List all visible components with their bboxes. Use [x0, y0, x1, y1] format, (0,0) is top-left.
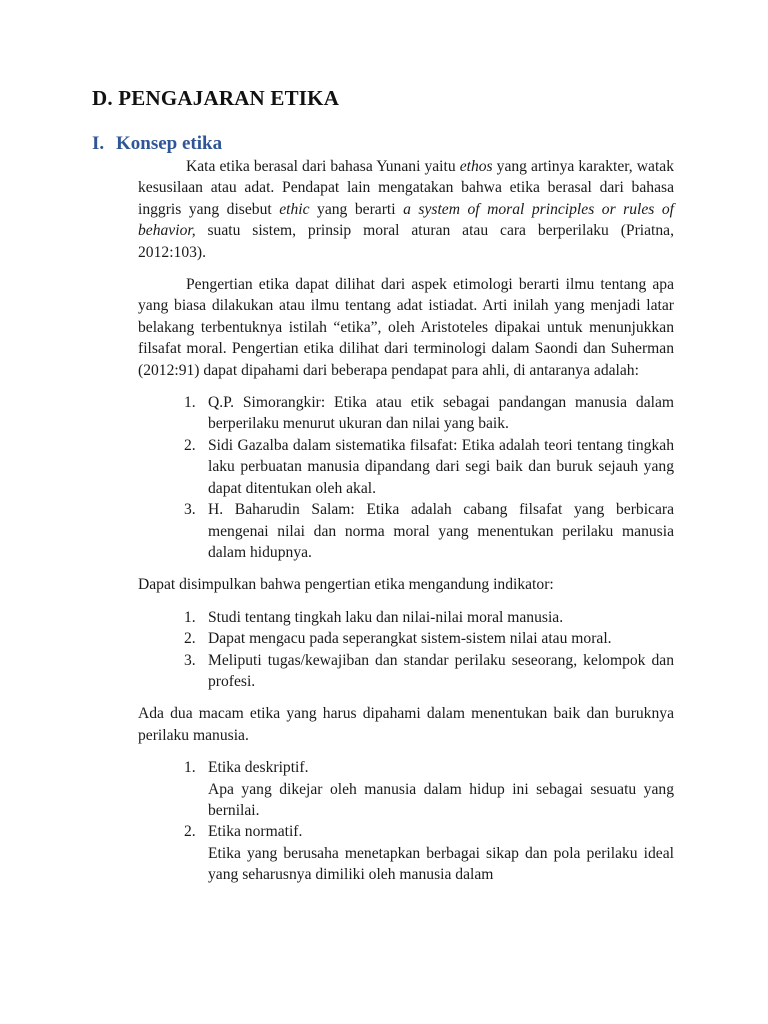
section-title: Konsep etika: [116, 133, 223, 154]
list-item: [138, 628, 674, 649]
p1-term-definition: a system of moral principles or rules of behavior,: [138, 200, 674, 240]
p1-text-e: yang berarti: [309, 200, 404, 218]
list-item-text: Etika yang berusaha menetapkan berbagai sikap dan pola perilaku ideal yang seharusnya dimiliki oleh manusia dalam: [208, 844, 674, 884]
p1-term-ethos: ethos: [459, 158, 493, 175]
p1-text-a: Kata etika berasal dari bahasa Yunani yaitu: [186, 158, 460, 175]
list-item: [138, 757, 674, 821]
p1-text-c: yang artinya karakter, watak kesusilaan atau adat. Pendapat lain mengatakan bahwa etika berasal dari bahasa inggris yang disebut: [138, 158, 674, 218]
paragraph-types: Ada dua macam etika yang harus dipahami dalam menentukan baik dan buruknya perilaku manusia.: [138, 705, 674, 744]
list-item-text: H. Baharudin Salam: Etika adalah cabang filsafat yang berbicara mengenai nilai dan norma moral yang menentukan perilaku manusia dalam hidupnya.: [208, 501, 674, 561]
list-number: 2.: [184, 630, 196, 648]
list-number: 2.: [184, 436, 196, 454]
paragraph-definition: Pengertian etika dapat dilihat dari aspek etimologi berarti ilmu tentang apa yang biasa dilakukan atau ilmu tentang adat istiadat. Arti inilah yang menjadi latar belakang terbentuknya istilah “etika”, oleh Aristoteles dipakai untuk menunjukkan filsafat moral. Pengertian etika dilihat dari terminologi dalam Saondi dan Suherman (2012:91) dapat dipahami dari beberapa pendapat para ahli, di antaranya adalah:: [138, 276, 674, 379]
paragraph-conclusion: Dapat disimpulkan bahwa pengertian etika mengandung indikator:: [138, 576, 554, 594]
list-item-text: Sidi Gazalba dalam sistematika filsafat: Etika adalah teori tentang tingkah laku perbuatan manusia dipandang dari segi baik dan buruk sejauh yang dapat ditentukan oleh akal.: [208, 436, 674, 497]
p1-text-g: suatu sistem, prinsip moral aturan atau cara berperilaku (Priatna, 2012:103).: [138, 222, 674, 261]
list-item-text: Apa yang dikejar oleh manusia dalam hidup ini sebagai sesuatu yang bernilai.: [208, 780, 674, 819]
main-heading: D. PENGAJARAN ETIKA: [92, 86, 340, 110]
list-number: 1.: [184, 608, 196, 626]
list-item-title: Etika deskriptif.: [208, 759, 309, 777]
ethics-type-list: [138, 757, 674, 885]
list-number: 1.: [184, 394, 196, 412]
list-item-text: Q.P. Simorangkir: Etika atau etik sebagai pandangan manusia dalam berperilaku menurut ukuran dan nilai yang baik.: [208, 394, 674, 433]
list-number: 2.: [184, 823, 196, 841]
section-body: [92, 156, 674, 886]
section-heading: [92, 133, 674, 155]
list-item-text: Meliputi tugas/kewajiban dan standar perilaku seseorang, kelompok dan profesi.: [208, 651, 674, 690]
p1-term-ethic: ethic: [279, 200, 310, 218]
list-number: 1.: [184, 759, 196, 777]
list-item-text: Dapat mengacu pada seperangkat sistem-sistem nilai atau moral.: [208, 630, 612, 648]
paragraph-etymology: [138, 156, 674, 263]
indicator-list: [138, 607, 674, 693]
list-item: [138, 499, 674, 563]
section-number: I.: [92, 133, 105, 154]
list-item-text: Studi tentang tingkah laku dan nilai-nilai moral manusia.: [208, 608, 564, 626]
expert-opinion-list: [138, 392, 674, 563]
list-item-title: Etika normatif.: [208, 823, 303, 841]
list-number: 3.: [184, 651, 196, 669]
list-item: [138, 435, 674, 499]
list-item: [138, 650, 674, 693]
list-item: [138, 607, 674, 628]
list-item: [138, 392, 674, 435]
list-item: [138, 821, 674, 885]
list-number: 3.: [184, 501, 196, 519]
